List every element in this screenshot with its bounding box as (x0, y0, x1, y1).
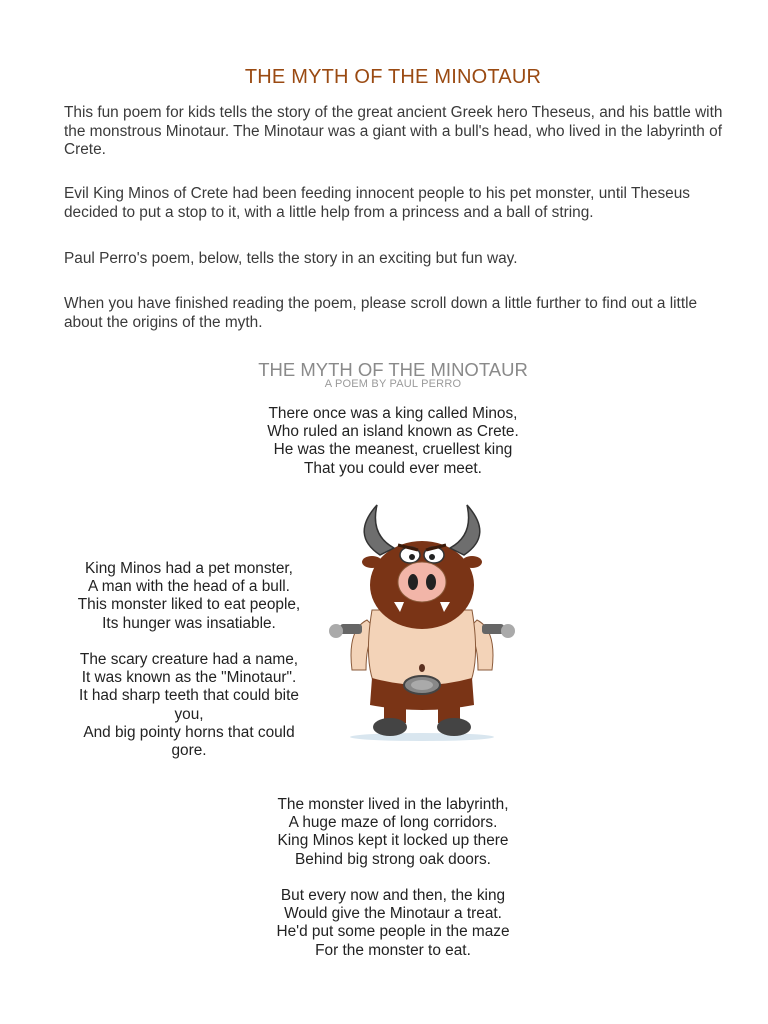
poem-line: The monster lived in the labyrinth, (277, 796, 509, 813)
minotaur-cartoon-icon (322, 500, 522, 750)
poem-line: A huge maze of long corridors. (288, 814, 498, 832)
poem-line: This monster liked to eat people, (77, 596, 301, 614)
poem-stanza (193, 796, 593, 869)
poem-line: But every now and then, the king (280, 887, 506, 904)
poem-line: For the monster to eat. (315, 941, 471, 959)
poem-line: Who ruled an island known as Crete. (267, 423, 519, 441)
poem-stanza (64, 651, 314, 760)
poem-line: King Minos had a pet monster, (85, 560, 293, 577)
poem-line: He was the meanest, cruellest king (273, 441, 513, 459)
poem-line: He'd put some people in the maze (276, 923, 510, 941)
page-title: THE MYTH OF THE MINOTAUR (244, 66, 542, 88)
intro-paragraph: This fun poem for kids tells the story of the great ancient Greek hero Theseus, and his battle with the monstrous Minotaur. The Minotaur was a giant with a bull's head, who lived in the labyrinth of Crete. (64, 104, 723, 158)
poem-line: It was known as the "Minotaur". (81, 669, 297, 687)
poem-stanza (193, 887, 593, 960)
intro-paragraph: When you have finished reading the poem, please scroll down a little further to find out a little about the origins of the myth. (64, 295, 698, 331)
poem-line: King Minos kept it locked up there (277, 832, 509, 850)
poem-line: There once was a king called Minos, (268, 405, 518, 422)
poem-title: THE MYTH OF THE MINOTAUR (258, 359, 528, 380)
poem-line: It had sharp teeth that could bite you, (79, 687, 299, 723)
poem-line: And big pointy horns that could gore. (83, 723, 295, 760)
intro-paragraph: Paul Perro's poem, below, tells the story in an exciting but fun way. (64, 250, 518, 267)
poem-byline: A POEM BY PAUL PERRO (324, 378, 462, 390)
poem-line: Its hunger was insatiable. (102, 614, 276, 632)
poem-stanza (64, 560, 314, 633)
poem-line: Would give the Minotaur a treat. (284, 905, 502, 923)
intro-paragraph: Evil King Minos of Crete had been feeding innocent people to his pet monster, until Theseus decided to put a stop to it, with a little help from a princess and a ball of string. (64, 185, 690, 221)
poem-line: The scary creature had a name, (79, 651, 299, 668)
poem-stanza (193, 405, 593, 478)
poem-line: That you could ever meet. (304, 459, 482, 477)
poem-line: A man with the head of a bull. (88, 578, 290, 596)
poem-line: Behind big strong oak doors. (295, 850, 491, 868)
